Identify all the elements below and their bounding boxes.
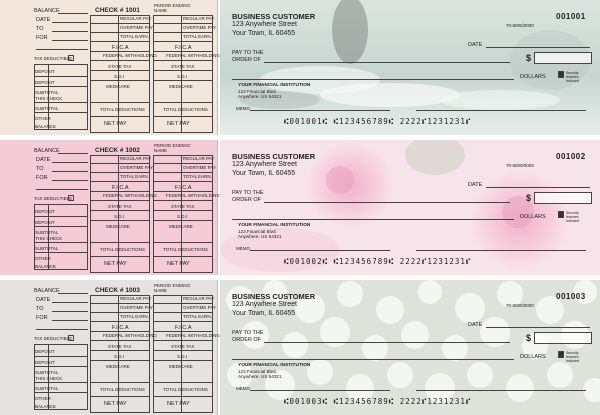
total-deductions-label-2: TOTAL DEDUCTIONS [163, 247, 208, 252]
stub-to-label: TO [36, 166, 44, 172]
total-earn-label: TOTAL EARN. [120, 174, 149, 179]
micr-line: ⑆001003⑆ ⑆123456789⑆ 2222⑈1231231⑈ [284, 397, 472, 406]
medicare-label-2: MEDICARE [169, 84, 193, 89]
check-row-2 [0, 140, 600, 275]
federal-withholding-label: FEDERAL WITHHOLDING [103, 53, 157, 58]
bank-city: Anywhere, US 54321 [238, 234, 282, 239]
stub-check-number: CHECK # 1002 [95, 147, 140, 154]
stub-for-label: FOR [36, 35, 48, 41]
stub-balance-label: BALANCE [34, 8, 60, 14]
sdi-label: S.D.I [114, 74, 125, 79]
pay-to-label: PAY TO THE [232, 50, 264, 56]
routing-fraction: 70-8000/0000 [506, 163, 534, 168]
stub-date-label: DATE [36, 157, 51, 163]
total-deductions-label-2: TOTAL DEDUCTIONS [163, 107, 208, 112]
overtime-pay-label-2: OVERTIME PAY [183, 25, 217, 30]
net-pay-label-2: NET PAY [167, 121, 190, 127]
dollars-label: DOLLARS [520, 74, 546, 80]
ledger-this-check-label: THIS CHECK [35, 96, 63, 101]
customer-city: Your Town, IL 60455 [232, 170, 296, 177]
tax-deductible-checkbox[interactable] [68, 195, 74, 201]
customer-city: Your Town, IL 60455 [232, 310, 296, 317]
security-note: Security features included [566, 211, 580, 223]
customer-city: Your Town, IL 60455 [232, 30, 296, 37]
stub-balance-label: BALANCE [34, 148, 60, 154]
date-label: DATE [468, 42, 483, 48]
ledger-balance-label: BALANCE [35, 264, 57, 269]
net-pay-label: NET PAY [104, 261, 127, 267]
stub-3 [0, 280, 218, 415]
ledger-subtotal-label-2: SUBTOTAL [35, 386, 59, 391]
overtime-pay-label-2: OVERTIME PAY [183, 165, 217, 170]
amount-box[interactable] [534, 192, 592, 204]
fica-label-2: F.I.C.A [175, 45, 192, 51]
regular-pay-label: REGULAR PAY [120, 16, 152, 21]
medicare-label: MEDICARE [106, 84, 130, 89]
signature-line[interactable] [416, 390, 586, 391]
medicare-label-2: MEDICARE [169, 224, 193, 229]
total-earn-label-2: TOTAL EARN. [183, 34, 212, 39]
sdi-label-2: S.D.I [177, 74, 188, 79]
memo-line[interactable] [250, 110, 390, 111]
ledger-other-label: OTHER [35, 116, 51, 121]
sdi-label-2: S.D.I [177, 214, 188, 219]
check-row-1 [0, 0, 600, 135]
written-amount-line[interactable] [232, 219, 514, 220]
payee-line[interactable] [264, 62, 510, 63]
ledger-subtotal-label: SUBTOTAL [35, 370, 59, 375]
federal-withholding-label: FEDERAL WITHHOLDING [103, 193, 157, 198]
stub-tax-deductible-label: TAX DEDUCTIBLE [34, 336, 73, 341]
period-ending-label: PERIOD ENDING: [154, 143, 192, 148]
federal-withholding-label: FEDERAL WITHHOLDING [103, 333, 157, 338]
stub-1 [0, 0, 218, 135]
stub-balance-label: BALANCE [34, 288, 60, 294]
stub-date-label: DATE [36, 17, 51, 23]
bank-street: 123 Financial Blvd. [238, 369, 277, 374]
medicare-label: MEDICARE [106, 364, 130, 369]
ledger-subtotal-label-2: SUBTOTAL [35, 246, 59, 251]
fica-label-2: F.I.C.A [175, 325, 192, 331]
lock-icon [558, 71, 564, 78]
overtime-pay-label: OVERTIME PAY [120, 305, 154, 310]
stub-to-label: TO [36, 26, 44, 32]
state-tax-label: STATE TAX [108, 204, 132, 209]
check-1 [220, 0, 600, 135]
stub-2 [0, 140, 218, 275]
fica-label: F.I.C.A [112, 45, 129, 51]
check-number: 001001 [556, 12, 586, 21]
medicare-label: MEDICARE [106, 224, 130, 229]
state-tax-label-2: STATE TAX [171, 204, 195, 209]
tax-deductible-checkbox[interactable] [68, 335, 74, 341]
state-tax-label-2: STATE TAX [171, 64, 195, 69]
total-earn-label-2: TOTAL EARN. [183, 314, 212, 319]
routing-fraction: 70-8000/0000 [506, 23, 534, 28]
stub-name-label: NAME [154, 288, 168, 293]
signature-line[interactable] [416, 110, 586, 111]
state-tax-label-2: STATE TAX [171, 344, 195, 349]
dollars-label: DOLLARS [520, 354, 546, 360]
ledger-other-label: OTHER [35, 396, 51, 401]
security-note: Security features included [566, 351, 580, 363]
fica-label: F.I.C.A [112, 325, 129, 331]
net-pay-label: NET PAY [104, 401, 127, 407]
date-label: DATE [468, 182, 483, 188]
micr-line: ⑆001002⑆ ⑆123456789⑆ 2222⑈1231231⑈ [284, 257, 472, 266]
ledger-deposit-label-2: DEPOSIT [35, 360, 55, 365]
bank-street: 123 Financial Blvd. [238, 89, 277, 94]
tax-deductible-checkbox[interactable] [68, 55, 74, 61]
memo-label: MEMO [236, 386, 250, 391]
date-line[interactable] [486, 187, 590, 188]
customer-street: 123 Anywhere Street [232, 21, 297, 28]
stub-check-number: CHECK # 1003 [95, 287, 140, 294]
total-earn-label-2: TOTAL EARN. [183, 174, 212, 179]
check-number: 001002 [556, 152, 586, 161]
written-amount-line[interactable] [232, 359, 514, 360]
regular-pay-label-2: REGULAR PAY [183, 296, 215, 301]
sdi-label: S.D.I [114, 354, 125, 359]
overtime-pay-label: OVERTIME PAY [120, 165, 154, 170]
routing-fraction: 70-8000/0000 [506, 303, 534, 308]
order-of-label: ORDER OF [232, 57, 262, 63]
memo-line[interactable] [250, 390, 390, 391]
federal-withholding-label-2: FEDERAL WITHHOLDING [166, 193, 220, 198]
overtime-pay-label: OVERTIME PAY [120, 25, 154, 30]
period-ending-label: PERIOD ENDING: [154, 283, 192, 288]
bank-city: Anywhere, US 54321 [238, 94, 282, 99]
check-3 [220, 280, 600, 415]
stub-check-number: CHECK # 1001 [95, 7, 140, 14]
pay-to-label: PAY TO THE [232, 330, 264, 336]
amount-box[interactable] [534, 52, 592, 64]
medicare-label-2: MEDICARE [169, 364, 193, 369]
customer-name: BUSINESS CUSTOMER [232, 12, 316, 21]
stub-name-label: NAME [154, 148, 168, 153]
ledger-this-check-label: THIS CHECK [35, 376, 63, 381]
period-ending-label: PERIOD ENDING: [154, 3, 192, 8]
order-of-label: ORDER OF [232, 337, 262, 343]
bank-name: YOUR FINANCIAL INSTITUTION [238, 363, 311, 368]
total-deductions-label: TOTAL DEDUCTIONS [100, 107, 145, 112]
ledger-deposit-label-2: DEPOSIT [35, 80, 55, 85]
stub-for-label: FOR [36, 315, 48, 321]
memo-line[interactable] [250, 250, 390, 251]
federal-withholding-label-2: FEDERAL WITHHOLDING [166, 53, 220, 58]
micr-line: ⑆001001⑆ ⑆123456789⑆ 2222⑈1231231⑈ [284, 117, 472, 126]
bank-name: YOUR FINANCIAL INSTITUTION [238, 83, 311, 88]
net-pay-label-2: NET PAY [167, 261, 190, 267]
written-amount-line[interactable] [232, 79, 514, 80]
sdi-label-2: S.D.I [177, 354, 188, 359]
check-number: 001003 [556, 292, 586, 301]
stub-date-label: DATE [36, 297, 51, 303]
dollar-sign: $ [526, 333, 532, 343]
total-earn-label: TOTAL EARN. [120, 34, 149, 39]
bank-street: 123 Financial Blvd. [238, 229, 277, 234]
ledger-deposit-label: DEPOSIT [35, 209, 55, 214]
payee-line[interactable] [264, 202, 510, 203]
total-deductions-label: TOTAL DEDUCTIONS [100, 387, 145, 392]
ledger-subtotal-label: SUBTOTAL [35, 90, 59, 95]
regular-pay-label-2: REGULAR PAY [183, 16, 215, 21]
regular-pay-label: REGULAR PAY [120, 296, 152, 301]
ledger-deposit-label: DEPOSIT [35, 69, 55, 74]
payee-line[interactable] [264, 342, 510, 343]
stub-name-label: NAME [154, 8, 168, 13]
bank-name: YOUR FINANCIAL INSTITUTION [238, 223, 311, 228]
memo-label: MEMO [236, 106, 250, 111]
dollar-sign: $ [526, 53, 532, 63]
pay-to-label: PAY TO THE [232, 190, 264, 196]
stub-to-label: TO [36, 306, 44, 312]
stub-tax-deductible-label: TAX DEDUCTIBLE [34, 196, 73, 201]
state-tax-label: STATE TAX [108, 64, 132, 69]
amount-box[interactable] [534, 332, 592, 344]
bank-city: Anywhere, US 54321 [238, 374, 282, 379]
ledger-deposit-label: DEPOSIT [35, 349, 55, 354]
total-deductions-label-2: TOTAL DEDUCTIONS [163, 387, 208, 392]
security-note: Security features included [566, 71, 580, 83]
memo-label: MEMO [236, 246, 250, 251]
order-of-label: ORDER OF [232, 197, 262, 203]
customer-street: 123 Anywhere Street [232, 301, 297, 308]
lock-icon [558, 351, 564, 358]
signature-line[interactable] [416, 250, 586, 251]
dollars-label: DOLLARS [520, 214, 546, 220]
dollar-sign: $ [526, 193, 532, 203]
customer-name: BUSINESS CUSTOMER [232, 152, 316, 161]
overtime-pay-label-2: OVERTIME PAY [183, 305, 217, 310]
ledger-balance-label: BALANCE [35, 404, 57, 409]
ledger-subtotal-label: SUBTOTAL [35, 230, 59, 235]
check-2 [220, 140, 600, 275]
total-deductions-label: TOTAL DEDUCTIONS [100, 247, 145, 252]
ledger-subtotal-label-2: SUBTOTAL [35, 106, 59, 111]
sdi-label: S.D.I [114, 214, 125, 219]
regular-pay-label-2: REGULAR PAY [183, 156, 215, 161]
fica-label: F.I.C.A [112, 185, 129, 191]
stub-tax-deductible-label: TAX DEDUCTIBLE [34, 56, 73, 61]
date-line[interactable] [486, 47, 590, 48]
date-line[interactable] [486, 327, 590, 328]
check-row-3 [0, 280, 600, 415]
stub-for-label: FOR [36, 175, 48, 181]
lock-icon [558, 211, 564, 218]
ledger-other-label: OTHER [35, 256, 51, 261]
federal-withholding-label-2: FEDERAL WITHHOLDING [166, 333, 220, 338]
ledger-deposit-label-2: DEPOSIT [35, 220, 55, 225]
ledger-this-check-label: THIS CHECK [35, 236, 63, 241]
date-label: DATE [468, 322, 483, 328]
net-pay-label: NET PAY [104, 121, 127, 127]
customer-street: 123 Anywhere Street [232, 161, 297, 168]
total-earn-label: TOTAL EARN. [120, 314, 149, 319]
fica-label-2: F.I.C.A [175, 185, 192, 191]
net-pay-label-2: NET PAY [167, 401, 190, 407]
regular-pay-label: REGULAR PAY [120, 156, 152, 161]
customer-name: BUSINESS CUSTOMER [232, 292, 316, 301]
state-tax-label: STATE TAX [108, 344, 132, 349]
ledger-balance-label: BALANCE [35, 124, 57, 129]
